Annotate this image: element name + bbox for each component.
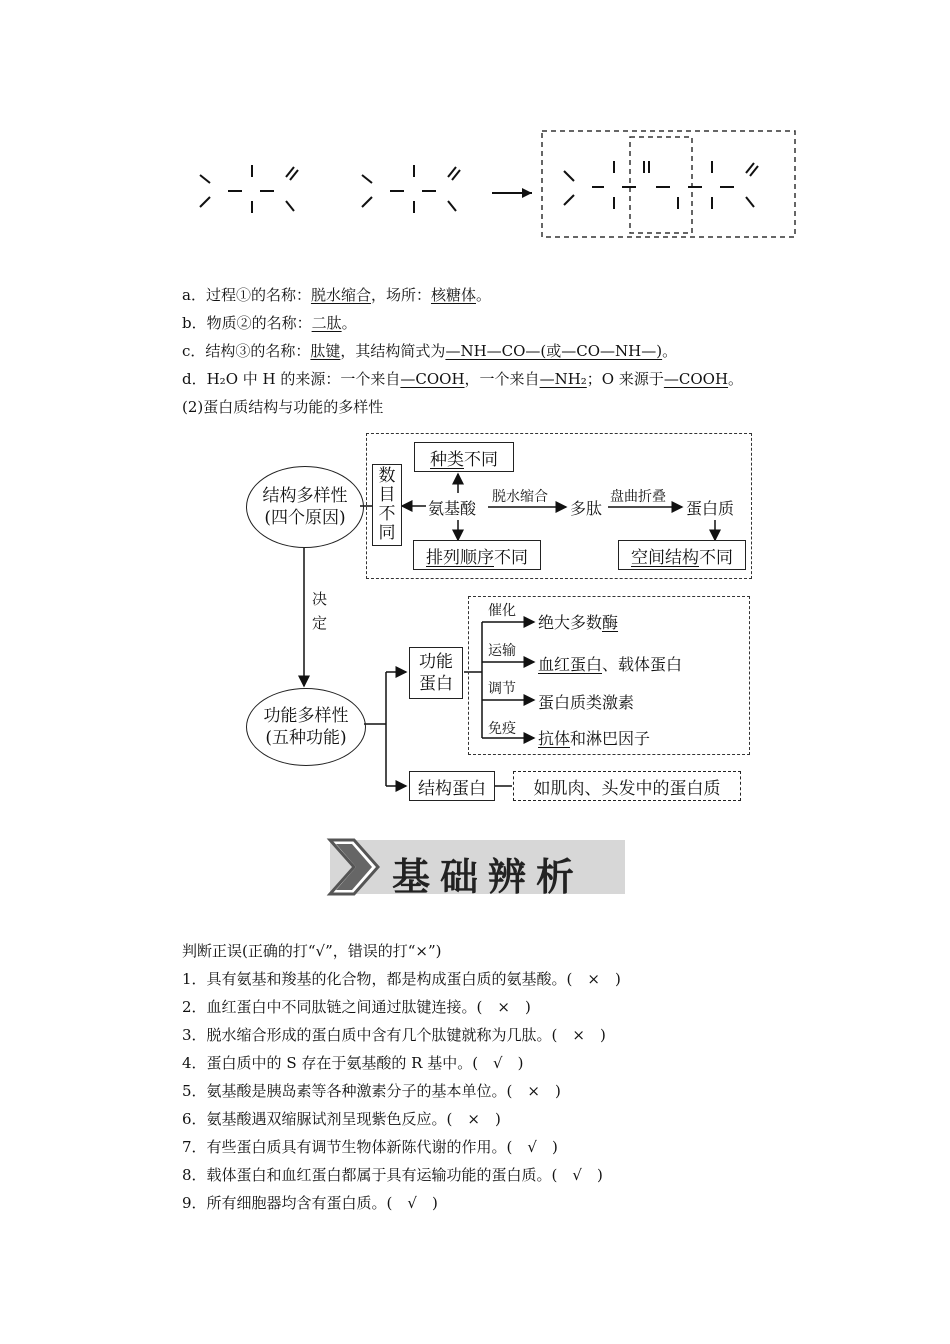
item-d-answer-3: —COOH bbox=[663, 370, 729, 388]
judgement-number: 3． bbox=[182, 1026, 207, 1044]
item-d-prefix: d．H₂O 中 H 的来源：一个来自 bbox=[182, 370, 401, 388]
judgement-text: 所有细胞器均含有蛋白质。( √ ) bbox=[206, 1194, 438, 1212]
function-label: 免疫 bbox=[488, 721, 516, 737]
function-text bbox=[538, 652, 682, 675]
function-text-answer: 血红蛋白 bbox=[538, 655, 603, 674]
number-char: 数 bbox=[378, 466, 396, 486]
structural-example-box: 如肌肉、头发中的蛋白质 bbox=[513, 771, 741, 801]
judgement-number: 1． bbox=[182, 970, 207, 988]
decides-label-2: 定 bbox=[312, 614, 328, 632]
judgement-number: 2． bbox=[182, 998, 207, 1016]
item-c-prefix: c．结构③的名称： bbox=[182, 342, 311, 360]
item-c-answer-2: —NH—CO—(或—CO—NH—) bbox=[445, 342, 663, 360]
judgement-text: 蛋白质中的 S 存在于氨基酸的 R 基中。( √ ) bbox=[206, 1054, 524, 1072]
judgement-number: 4． bbox=[182, 1054, 207, 1072]
judgement-text: 具有氨基和羧基的化合物，都是构成蛋白质的氨基酸。( × ) bbox=[206, 970, 621, 988]
number-char: 目 bbox=[378, 485, 396, 505]
item-a-end: 。 bbox=[476, 286, 492, 304]
item-b-prefix: b．物质②的名称： bbox=[182, 314, 312, 332]
types-rest: 不同 bbox=[464, 449, 498, 470]
judge-intro: 判断正误(正确的打“√”，错误的打“×”) bbox=[182, 942, 442, 960]
section-2-heading: (2)蛋白质结构与功能的多样性 bbox=[182, 398, 384, 416]
spatial-rest: 不同 bbox=[699, 547, 733, 568]
item-d-answer-1: —COOH bbox=[400, 370, 465, 388]
judgement-item bbox=[182, 1052, 621, 1080]
item-d-answer-2: —NH₂ bbox=[539, 370, 587, 388]
item-b-answer: 二肽 bbox=[311, 314, 342, 332]
structural-protein-box: 结构蛋白 bbox=[409, 771, 495, 801]
polypeptide-node: 多肽 bbox=[570, 499, 603, 518]
number-different-box bbox=[372, 464, 402, 546]
function-diversity-title: 功能多样性 bbox=[263, 706, 349, 726]
function-text bbox=[538, 726, 650, 749]
order-different-box bbox=[413, 540, 541, 570]
banner-title: 基础辨析 bbox=[392, 855, 585, 899]
judgement-text: 血红蛋白中不同肽链之间通过肽键连接。( × ) bbox=[206, 998, 531, 1016]
decides-label-1: 决 bbox=[312, 590, 328, 608]
judgement-number: 8． bbox=[182, 1166, 207, 1184]
function-text-plain: 和淋巴因子 bbox=[570, 729, 651, 748]
judgement-item bbox=[182, 1024, 621, 1052]
judgement-text: 载体蛋白和血红蛋白都属于具有运输功能的蛋白质。( √ ) bbox=[206, 1166, 603, 1184]
number-char: 不 bbox=[378, 504, 396, 524]
judgement-item bbox=[182, 968, 621, 996]
function-diversity-ellipse bbox=[246, 688, 366, 766]
function-text bbox=[538, 690, 634, 713]
dehydration-label: 脱水缩合 bbox=[492, 489, 548, 505]
judgement-text: 有些蛋白质具有调节生物体新陈代谢的作用。( √ ) bbox=[206, 1138, 558, 1156]
item-a-prefix: a．过程①的名称： bbox=[182, 286, 311, 304]
judgement-text: 氨基酸遇双缩脲试剂呈现紫色反应。( × ) bbox=[206, 1110, 501, 1128]
types-different-box bbox=[414, 442, 514, 472]
function-text-answer: 酶 bbox=[602, 613, 619, 632]
protein-node: 蛋白质 bbox=[686, 499, 735, 518]
judgement-item bbox=[182, 1164, 621, 1192]
item-a-answer-1: 脱水缩合 bbox=[310, 286, 371, 304]
structure-diversity-ellipse bbox=[246, 466, 364, 548]
judgement-item bbox=[182, 1192, 621, 1220]
item-d-mid-2: ；O 来源于 bbox=[586, 370, 664, 388]
judgement-number: 7． bbox=[182, 1138, 207, 1156]
banner-chevron-icon bbox=[326, 836, 386, 898]
function-label: 调节 bbox=[488, 681, 516, 697]
judgement-item bbox=[182, 1080, 621, 1108]
item-b-end: 。 bbox=[341, 314, 357, 332]
item-d-mid-1: ，一个来自 bbox=[464, 370, 540, 388]
item-a-mid: ，场所： bbox=[370, 286, 431, 304]
order-answer: 排列顺序 bbox=[426, 547, 494, 568]
item-d-end: 。 bbox=[728, 370, 744, 388]
number-char: 同 bbox=[378, 523, 396, 543]
function-text-plain: 、载体蛋白 bbox=[602, 655, 683, 674]
functional-protein-box bbox=[409, 647, 463, 699]
item-c-end: 。 bbox=[662, 342, 678, 360]
function-label: 催化 bbox=[488, 603, 516, 619]
function-text-answer: 抗体 bbox=[538, 729, 571, 748]
structure-diversity-title: 结构多样性 bbox=[262, 486, 348, 506]
function-diversity-subtitle: (五种功能) bbox=[265, 728, 347, 748]
item-a-answer-2: 核糖体 bbox=[430, 286, 476, 304]
judgement-text: 氨基酸是胰岛素等各种激素分子的基本单位。( × ) bbox=[206, 1082, 561, 1100]
functional-protein-line: 蛋白 bbox=[419, 674, 453, 694]
types-answer: 种类 bbox=[430, 449, 464, 470]
functional-protein-line: 功能 bbox=[419, 652, 453, 672]
spatial-different-box bbox=[618, 540, 746, 570]
judgement-number: 6． bbox=[182, 1110, 207, 1128]
judgement-number: 5． bbox=[182, 1082, 207, 1100]
function-label: 运输 bbox=[488, 643, 516, 659]
judgement-number: 9． bbox=[182, 1194, 207, 1212]
item-c-mid: ，其结构简式为 bbox=[340, 342, 446, 360]
item-c-answer-1: 肽键 bbox=[310, 342, 341, 360]
judgement-text: 脱水缩合形成的蛋白质中含有几个肽键就称为几肽。( × ) bbox=[206, 1026, 606, 1044]
function-text-plain: 蛋白质类激素 bbox=[538, 693, 635, 712]
order-rest: 不同 bbox=[494, 547, 528, 568]
judgement-list bbox=[182, 968, 621, 1220]
amino-acid-node: 氨基酸 bbox=[428, 499, 477, 518]
folding-label: 盘曲折叠 bbox=[610, 489, 666, 505]
function-text-plain: 绝大多数 bbox=[538, 613, 603, 632]
judgement-item bbox=[182, 1136, 621, 1164]
function-text bbox=[538, 610, 618, 633]
structure-diversity-subtitle: (四个原因) bbox=[264, 508, 346, 528]
judgement-item bbox=[182, 996, 621, 1024]
judgement-item bbox=[182, 1108, 621, 1136]
spatial-answer: 空间结构 bbox=[631, 547, 699, 568]
